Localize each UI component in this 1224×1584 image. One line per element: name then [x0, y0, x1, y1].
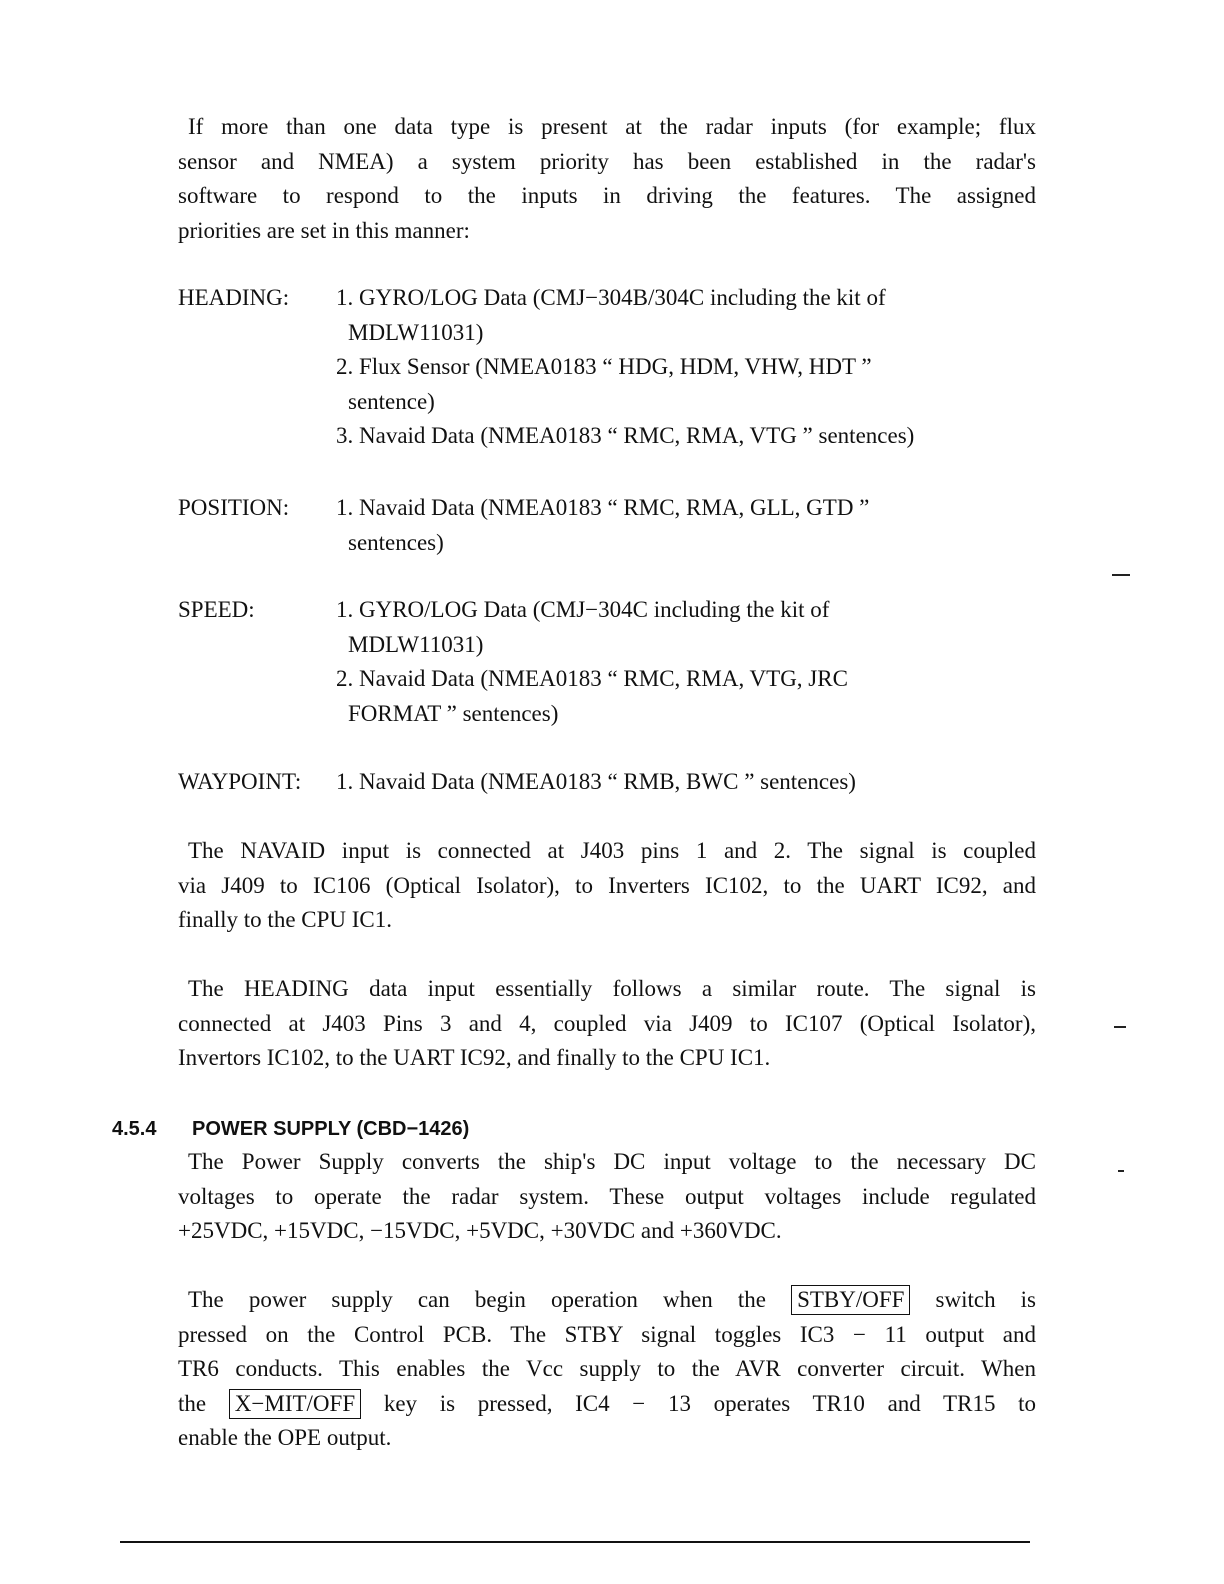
operation-line: enable the OPE output.	[178, 1425, 392, 1450]
power-line: voltages to operate the radar system. These output voltages include regulated	[178, 1183, 1036, 1209]
priority-items	[336, 491, 1056, 560]
operation-line: pressed on the Control PCB. The STBY signal toggles IC3 − 11 output and	[178, 1321, 1036, 1347]
navaid-line: via J409 to IC106 (Optical Isolator), to Inverters IC102, to the UART IC92, and	[178, 872, 1036, 898]
navaid-line: The NAVAID input is connected at J403 pins 1 and 2. The signal is coupled	[188, 838, 1036, 863]
heading-data-line: The HEADING data input essentially follows a similar route. The signal is	[188, 976, 1036, 1001]
operation-text: key is pressed, IC4 − 13 operates TR10 and TR15 to	[383, 1390, 1037, 1416]
heading-data-paragraph	[178, 972, 1036, 1076]
footer-rule	[120, 1541, 1030, 1543]
priority-item: 3. Navaid Data (NMEA0183 “ RMC, RMA, VTG ” sentences)	[336, 423, 915, 448]
operation-text: the	[178, 1390, 207, 1416]
navaid-paragraph	[178, 834, 1036, 938]
operation-line: TR6 conducts. This enables the Vcc supply to the AVR converter circuit. When	[178, 1356, 1036, 1381]
priority-items	[336, 593, 1056, 731]
priority-item-continuation: FORMAT ” sentences)	[348, 700, 559, 726]
intro-line: priorities are set in this manner:	[178, 217, 470, 243]
xmit-off-key-label: X−MIT/OFF	[229, 1389, 361, 1419]
scan-mark	[1112, 574, 1130, 576]
priority-label: SPEED:	[178, 597, 255, 622]
priority-items	[336, 765, 1056, 800]
navaid-line: finally to the CPU IC1.	[178, 907, 393, 932]
priority-item: 1. GYRO/LOG Data (CMJ−304C including the kit of	[336, 597, 830, 622]
intro-paragraph	[178, 110, 1036, 248]
operation-paragraph	[178, 1283, 1036, 1456]
intro-line: software to respond to the inputs in driving the features. The assigned	[178, 183, 1036, 208]
operation-line	[178, 1387, 1036, 1422]
priority-item: 2. Navaid Data (NMEA0183 “ RMC, RMA, VTG, JRC	[336, 666, 848, 691]
power-supply-paragraph	[178, 1145, 1036, 1249]
operation-text: switch is	[935, 1287, 1037, 1312]
scan-mark	[1114, 1026, 1126, 1028]
heading-data-line: Invertors IC102, to the UART IC92, and finally to the CPU IC1.	[178, 1045, 771, 1070]
priority-label: POSITION:	[178, 495, 290, 520]
intro-line: sensor and NMEA) a system priority has been established in the radar's	[178, 148, 1036, 174]
section-number: 4.5.4	[112, 1118, 157, 1140]
priority-label: WAYPOINT:	[178, 769, 302, 794]
priority-item-continuation: MDLW11031)	[348, 319, 484, 345]
priority-item-continuation: MDLW11031)	[348, 631, 484, 657]
scan-mark	[1118, 1170, 1124, 1172]
operation-text: The power supply can begin operation when the	[188, 1287, 766, 1312]
priority-item: 1. Navaid Data (NMEA0183 “ RMB, BWC ” sentences)	[336, 769, 856, 794]
priority-item: 1. GYRO/LOG Data (CMJ−304B/304C including the kit of	[336, 285, 886, 310]
section-title: POWER SUPPLY (CBD−1426)	[192, 1118, 470, 1140]
heading-data-line: connected at J403 Pins 3 and 4, coupled via J409 to IC107 (Optical Isolator),	[178, 1010, 1036, 1036]
intro-line: If more than one data type is present at the radar inputs (for example; flux	[188, 114, 1036, 139]
power-line: +25VDC, +15VDC, −15VDC, +5VDC, +30VDC and +360VDC.	[178, 1218, 782, 1243]
operation-line	[178, 1283, 1036, 1318]
priority-item-continuation: sentences)	[348, 529, 444, 555]
priority-item-continuation: sentence)	[348, 388, 435, 414]
priority-item: 1. Navaid Data (NMEA0183 “ RMC, RMA, GLL, GTD ”	[336, 495, 870, 520]
stby-off-key-label: STBY/OFF	[791, 1285, 910, 1315]
priority-item: 2. Flux Sensor (NMEA0183 “ HDG, HDM, VHW, HDT ”	[336, 354, 872, 379]
priority-items	[336, 281, 1056, 454]
priority-label: HEADING:	[178, 285, 290, 310]
power-line: The Power Supply converts the ship's DC input voltage to the necessary DC	[188, 1149, 1036, 1174]
